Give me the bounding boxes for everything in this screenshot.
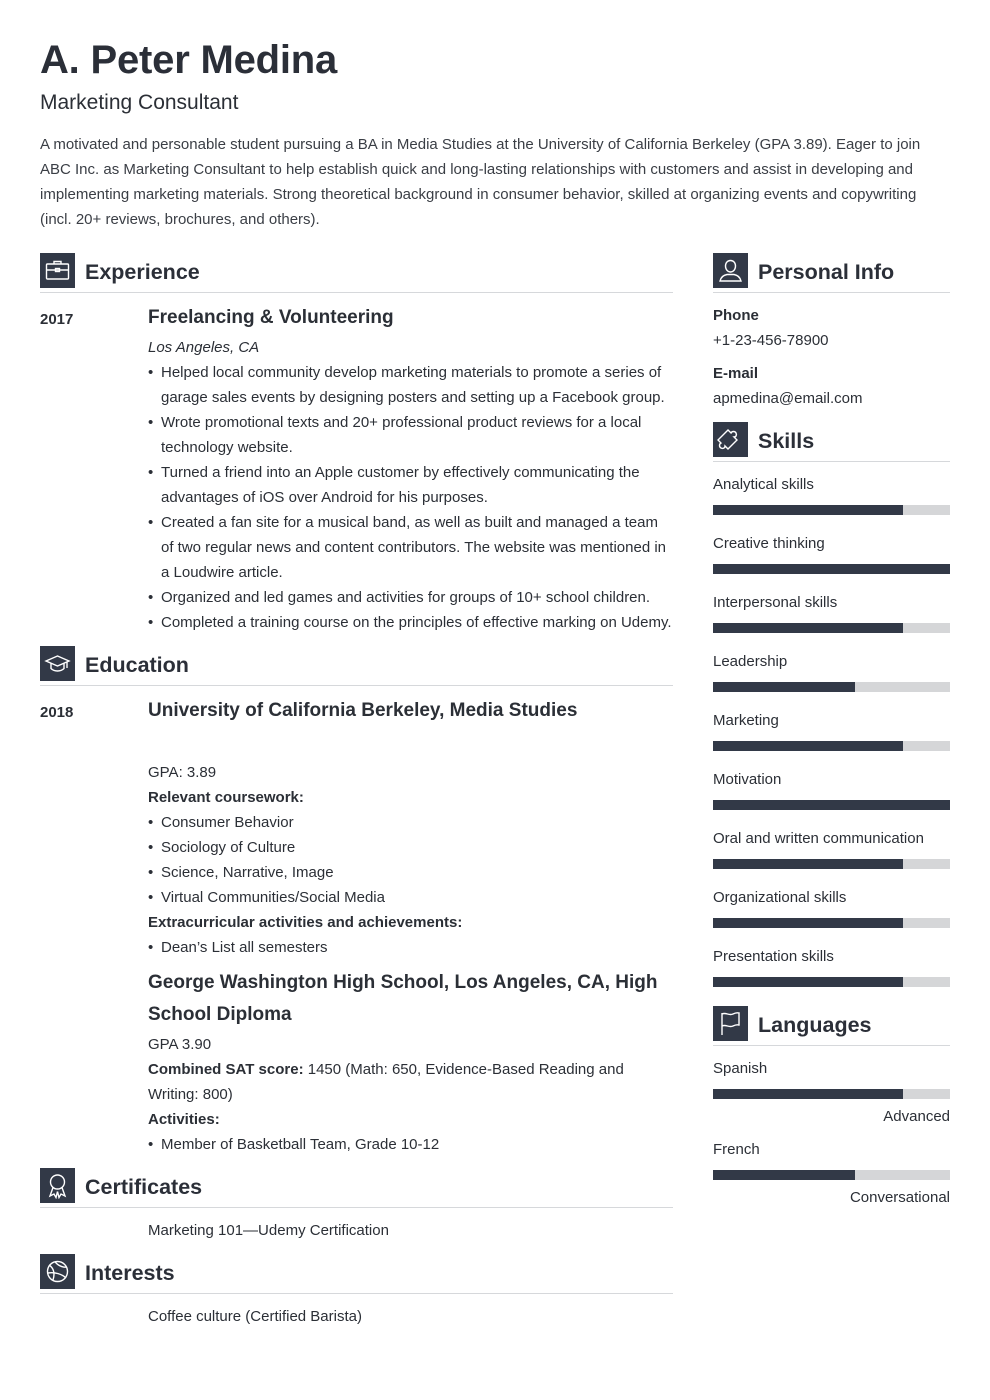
summary-paragraph: A motivated and personable student pursuing a BA in Media Studies at the University of California Berkeley (GPA 3.89). Eager to join ABC Inc. as Marketing Consultant to help establish quick and long-lasting relationships with customers and assist in developing and implementing marketing materials. Strong theoretical background in consumer behavior, skilled at organizing events and copywriting (incl. 20+ reviews, brochures, and others). xyxy=(40,136,921,228)
skill-level-bar xyxy=(713,564,950,574)
language-label: Spanish xyxy=(713,1060,768,1077)
flag-icon xyxy=(713,1006,748,1041)
list-item: • Wrote promotional texts and 20+ professional product reviews for a local technology website. xyxy=(148,410,673,460)
activities-label: Activities: xyxy=(148,1111,220,1128)
skill-label: Analytical skills xyxy=(713,476,814,493)
skill-label: Organizational skills xyxy=(713,889,847,906)
languages-heading: Languages xyxy=(758,1013,872,1037)
skill-label: Leadership xyxy=(713,653,788,670)
sat-score xyxy=(148,1057,648,1107)
certificate-item: Marketing 101—Udemy Certification xyxy=(148,1222,389,1239)
university-gpa: GPA: 3.89 xyxy=(148,764,217,781)
coursework-label: Relevant coursework: xyxy=(148,789,304,806)
list-item: • Completed a training course on the principles of effective marking on Udemy. xyxy=(148,610,673,635)
experience-location: Los Angeles, CA xyxy=(148,339,260,356)
language-level-bar xyxy=(713,1089,950,1099)
list-item: • Organized and led games and activities for groups of 10+ school children. xyxy=(148,585,673,610)
education-year: 2018 xyxy=(40,704,74,721)
language-level-text: Conversational xyxy=(849,1189,950,1206)
skill-level-bar xyxy=(713,918,950,928)
university-title: University of California Berkeley, Media Studies xyxy=(148,700,578,721)
certificates-section-header xyxy=(40,1168,673,1208)
experience-title: Freelancing & Volunteering xyxy=(148,307,394,328)
graduation-cap-icon xyxy=(40,646,75,681)
list-item: • Sociology of Culture xyxy=(148,835,673,860)
list-item: • Virtual Communities/Social Media xyxy=(148,885,673,910)
list-item: • Member of Basketball Team, Grade 10-12 xyxy=(148,1132,673,1157)
person-icon xyxy=(713,253,748,288)
skill-level-bar xyxy=(713,977,950,987)
list-item: • Science, Narrative, Image xyxy=(148,860,673,885)
list-item: • Created a fan site for a musical band, as well as built and managed a team of two regular news and content contributors. The website was mentioned in a Loudwire article. xyxy=(148,510,673,585)
skill-label: Oral and written communication xyxy=(713,830,924,847)
high-school-title: George Washington High School, Los Angeles, CA, High School Diploma xyxy=(148,972,658,1025)
skill-label: Presentation skills xyxy=(713,948,834,965)
experience-section-header xyxy=(40,253,673,293)
skill-level-fill xyxy=(713,741,903,751)
skill-label: Creative thinking xyxy=(713,535,825,552)
language-level-fill xyxy=(713,1089,903,1099)
experience-bullets xyxy=(148,360,673,635)
phone-label: Phone xyxy=(713,307,759,324)
interests-section-header xyxy=(40,1254,673,1294)
experience-year: 2017 xyxy=(40,311,74,328)
extracurricular-label: Extracurricular activities and achievements: xyxy=(148,914,463,931)
award-ribbon-icon xyxy=(40,1168,75,1203)
email-value: apmedina@email.com xyxy=(713,390,863,407)
extracurricular-list xyxy=(148,935,673,960)
skill-label: Interpersonal skills xyxy=(713,594,838,611)
education-heading: Education xyxy=(85,653,189,677)
skill-level-fill xyxy=(713,623,903,633)
list-item: • Dean’s List all semesters xyxy=(148,935,673,960)
skill-level-fill xyxy=(713,682,855,692)
skills-section-header xyxy=(713,422,950,462)
skill-level-bar xyxy=(713,859,950,869)
phone-value: +1-23-456-78900 xyxy=(713,332,829,349)
sat-value: 1450 (Math: 650, Evidence-Based Reading and Writing: 800) xyxy=(148,1061,624,1103)
email-label: E-mail xyxy=(713,365,759,382)
skills-heading: Skills xyxy=(758,429,815,453)
skill-label: Motivation xyxy=(713,771,782,788)
skill-level-fill xyxy=(713,800,950,810)
interests-heading: Interests xyxy=(85,1261,175,1285)
skill-level-bar xyxy=(713,800,950,810)
coursework-list xyxy=(148,810,673,910)
skill-label: Marketing xyxy=(713,712,779,729)
skill-level-bar xyxy=(713,741,950,751)
language-level-fill xyxy=(713,1170,855,1180)
language-label: French xyxy=(713,1141,760,1158)
personal-info-heading: Personal Info xyxy=(758,260,895,284)
list-item: • Consumer Behavior xyxy=(148,810,673,835)
activities-list xyxy=(148,1132,673,1157)
skill-level-fill xyxy=(713,859,903,869)
job-title: Marketing Consultant xyxy=(40,91,239,114)
high-school-gpa: GPA 3.90 xyxy=(148,1036,212,1053)
skill-level-bar xyxy=(713,682,950,692)
sat-label: Combined SAT score: xyxy=(148,1061,304,1078)
list-item: • Turned a friend into an Apple customer by effectively communicating the advantages of iOS over Android for his purposes. xyxy=(148,460,673,510)
skill-level-bar xyxy=(713,505,950,515)
skill-level-fill xyxy=(713,918,903,928)
education-section-header xyxy=(40,646,673,686)
puzzle-icon xyxy=(713,422,748,457)
resume-name: A. Peter Medina xyxy=(40,38,338,82)
skill-level-fill xyxy=(713,977,903,987)
experience-heading: Experience xyxy=(85,260,200,284)
basketball-icon xyxy=(40,1254,75,1289)
briefcase-icon xyxy=(40,253,75,288)
language-level-text: Advanced xyxy=(883,1108,950,1125)
personal-info-section-header xyxy=(713,253,950,293)
list-item: • Helped local community develop marketing materials to promote a series of garage sales events by designing posters and setting up a Facebook group. xyxy=(148,360,673,410)
skill-level-bar xyxy=(713,623,950,633)
interest-item: Coffee culture (Certified Barista) xyxy=(148,1308,362,1325)
certificates-heading: Certificates xyxy=(85,1175,203,1199)
skill-level-fill xyxy=(713,564,950,574)
skill-level-fill xyxy=(713,505,903,515)
languages-section-header xyxy=(713,1006,950,1046)
language-level-bar xyxy=(713,1170,950,1180)
